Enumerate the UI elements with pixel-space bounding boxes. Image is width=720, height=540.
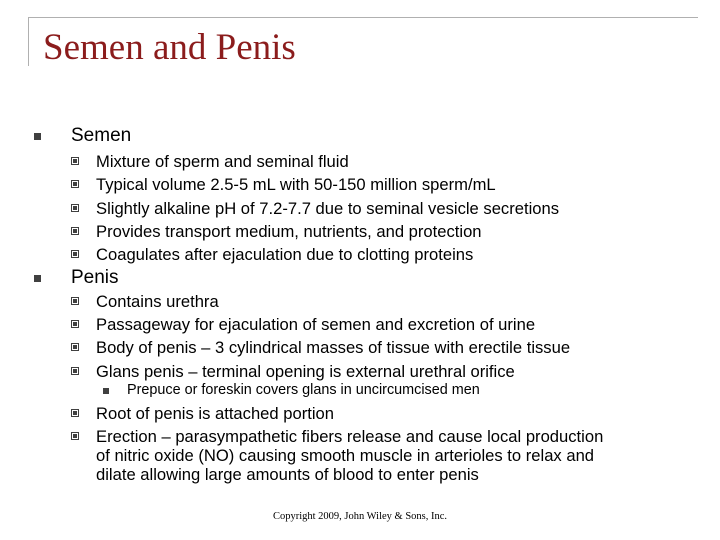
list-item: Contains urethra xyxy=(96,292,219,311)
section-heading-penis: Penis xyxy=(71,267,119,288)
box-bullet-icon xyxy=(71,343,81,353)
square-bullet-icon xyxy=(103,388,111,396)
box-bullet-icon xyxy=(71,409,81,419)
box-bullet-icon xyxy=(71,227,81,237)
list-item: Root of penis is attached portion xyxy=(96,404,334,423)
list-item: Coagulates after ejaculation due to clotting proteins xyxy=(96,245,474,264)
list-item-line: Erection – parasympathetic fibers release and cause local production xyxy=(96,427,604,446)
box-bullet-icon xyxy=(71,157,81,167)
list-item-line: dilate allowing large amounts of blood to enter penis xyxy=(96,465,479,484)
sub-list-item: Prepuce or foreskin covers glans in uncircumcised men xyxy=(127,382,480,398)
box-bullet-icon xyxy=(71,432,81,442)
list-item: Provides transport medium, nutrients, and protection xyxy=(96,222,482,241)
square-bullet-icon xyxy=(34,275,44,285)
box-bullet-icon xyxy=(71,297,81,307)
box-bullet-icon xyxy=(71,180,81,190)
copyright-footer: Copyright 2009, John Wiley & Sons, Inc. xyxy=(272,511,448,522)
section-heading-semen: Semen xyxy=(71,125,132,146)
list-item-line: of nitric oxide (NO) causing smooth muscle in arterioles to relax and xyxy=(96,446,595,465)
slide-title: Semen and Penis xyxy=(43,27,296,68)
box-bullet-icon xyxy=(71,204,81,214)
box-bullet-icon xyxy=(71,320,81,330)
list-item: Glans penis – terminal opening is external urethral orifice xyxy=(96,362,515,381)
list-item: Mixture of sperm and seminal fluid xyxy=(96,152,349,171)
square-bullet-icon xyxy=(34,133,44,143)
list-item: Typical volume 2.5-5 mL with 50-150 million sperm/mL xyxy=(96,175,496,194)
title-frame-horizontal-line xyxy=(28,17,698,18)
box-bullet-icon xyxy=(71,250,81,260)
title-frame-vertical-line xyxy=(28,17,29,66)
list-item: Body of penis – 3 cylindrical masses of tissue with erectile tissue xyxy=(96,338,571,357)
list-item: Slightly alkaline pH of 7.2-7.7 due to seminal vesicle secretions xyxy=(96,199,560,218)
box-bullet-icon xyxy=(71,367,81,377)
list-item: Passageway for ejaculation of semen and excretion of urine xyxy=(96,315,536,334)
